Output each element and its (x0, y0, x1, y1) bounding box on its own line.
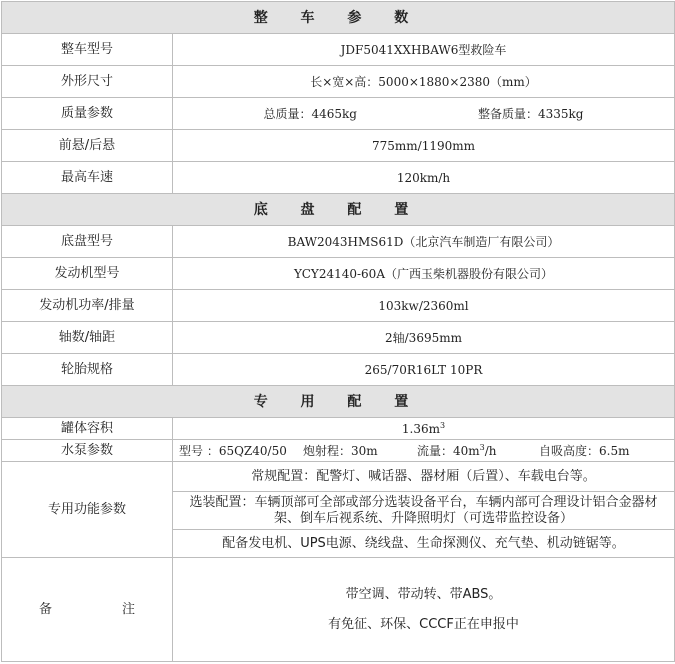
section-row-chassis (2, 194, 675, 226)
row-label: 轴数/轴距 (2, 322, 173, 354)
pump-flow-sup: 3 (479, 442, 485, 452)
section-row-vehicle (2, 2, 675, 34)
table-row (2, 440, 675, 462)
table-row (2, 290, 675, 322)
row-label: 水泵参数 (2, 440, 173, 462)
row-label: 底盘型号 (2, 226, 173, 258)
remarks-line-2: 有免征、环保、CCCF正在申报中 (328, 616, 519, 632)
table-row (2, 462, 675, 492)
total-mass: 总质量：4465kg (263, 106, 357, 121)
row-value: BAW2043HMS61D（北京汽车制造厂有限公司） (173, 226, 675, 258)
row-label: 质量参数 (2, 98, 173, 130)
table-row (2, 226, 675, 258)
pump-flow-prefix: 流量：40m (417, 443, 480, 458)
table-row (2, 98, 675, 130)
table-row (2, 558, 675, 662)
table-row (2, 418, 675, 440)
row-label: 外形尺寸 (2, 66, 173, 98)
row-value: 2轴/3695mm (173, 322, 675, 354)
table-row (2, 130, 675, 162)
section-title-chassis: 底 盘 配 置 (2, 194, 675, 226)
equipment-config: 配备发电机、UPS电源、绕线盘、生命探测仪、充气垫、机动链锯等。 (173, 530, 675, 558)
section-title-vehicle: 整 车 参 数 (2, 2, 675, 34)
tank-unit-sup: 3 (440, 420, 446, 430)
row-label: 前悬/后悬 (2, 130, 173, 162)
remarks-label-b: 注 (122, 601, 136, 617)
row-label: 发动机型号 (2, 258, 173, 290)
pump-flow (417, 443, 539, 459)
row-value: YCY24140-60A（广西玉柴机器股份有限公司） (173, 258, 675, 290)
row-value: 775mm/1190mm (173, 130, 675, 162)
remarks-value (173, 558, 675, 662)
tank-volume (173, 418, 675, 440)
remarks-label (2, 558, 173, 662)
row-label: 整车型号 (2, 34, 173, 66)
remarks-label-a: 备 (38, 601, 52, 617)
tank-value: 1.36m (401, 421, 440, 436)
pump-flow-suffix: /h (484, 443, 497, 458)
pump-values (173, 440, 675, 462)
spec-table (1, 1, 675, 662)
optional-config: 选装配置：车辆顶部可全部或部分选装设备平台，车辆内部可合理设计铝合金器材架、倒车后视系统、升降照明灯（可选带监控设备） (173, 492, 675, 530)
row-label: 专用功能参数 (2, 462, 173, 558)
table-row (2, 34, 675, 66)
pump-range: 炮射程：30m (303, 443, 378, 458)
pump-model: 型号 ：65QZ40/50 (179, 443, 287, 458)
row-label: 罐体容积 (2, 418, 173, 440)
row-value: 103kw/2360ml (173, 290, 675, 322)
row-value: JDF5041XXHBAW6型救险车 (173, 34, 675, 66)
table-row (2, 162, 675, 194)
row-label: 轮胎规格 (2, 354, 173, 386)
curb-mass: 整备质量：4335kg (478, 106, 584, 121)
row-value: 长×宽×高：5000×1880×2380（mm） (173, 66, 675, 98)
row-label: 发动机功率/排量 (2, 290, 173, 322)
table-row (2, 322, 675, 354)
table-row (2, 66, 675, 98)
section-title-special: 专 用 配 置 (2, 386, 675, 418)
table-row (2, 354, 675, 386)
remarks-line-1: 带空调、带动转、带ABS。 (345, 586, 502, 602)
section-row-special (2, 386, 675, 418)
standard-config: 常规配置：配警灯、喊话器、器材厢（后置）、车载电台等。 (173, 462, 675, 492)
row-value: 120km/h (173, 162, 675, 194)
mass-values (173, 98, 675, 130)
pump-suction: 自吸高度：6.5m (539, 443, 630, 458)
row-value: 265/70R16LT 10PR (173, 354, 675, 386)
row-label: 最高车速 (2, 162, 173, 194)
table-row (2, 258, 675, 290)
